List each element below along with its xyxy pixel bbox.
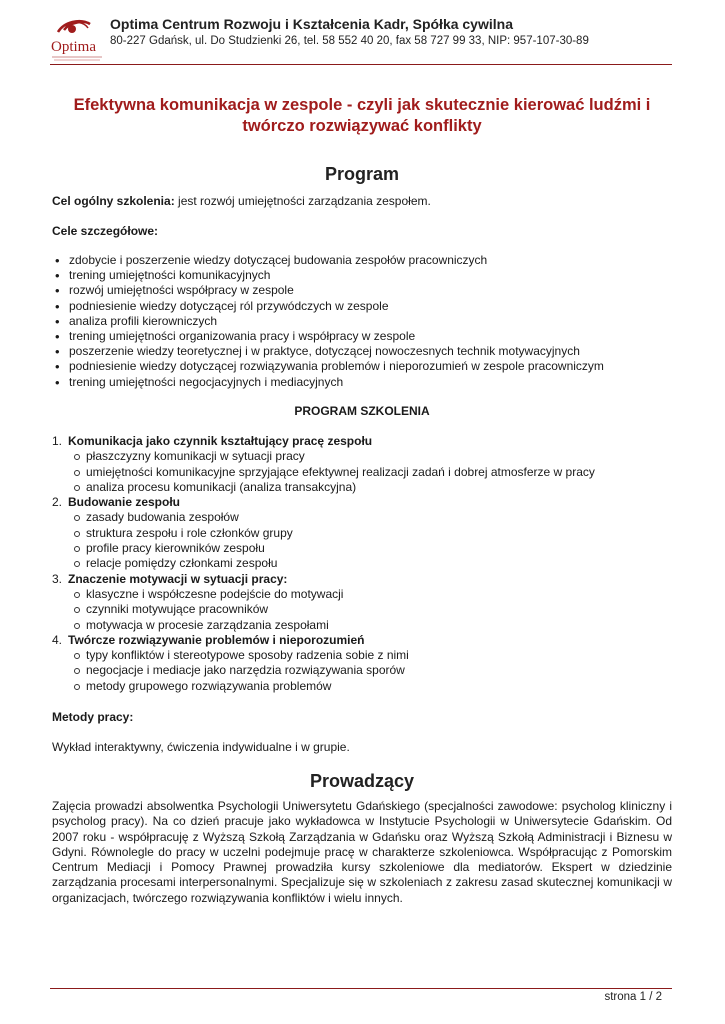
company-name: Optima Centrum Rozwoju i Kształcenia Kadr, Spółka cywilna [110, 16, 513, 32]
module-item [52, 572, 595, 633]
methods-text: Wykład interaktywny, ćwiczenia indywidualne i w grupie. [52, 740, 350, 754]
schedule-heading: PROGRAM SZKOLENIA [294, 404, 430, 418]
module-item [52, 434, 595, 495]
program-modules [52, 434, 595, 694]
header-divider [50, 64, 672, 65]
list-item: • trening umiejętności komunikacyjnych [52, 268, 604, 283]
module-topic: struktura zespołu i role członków grupy [68, 526, 595, 541]
module-topic: negocjacje i mediacje jako narzędzia rozwiązywania sporów [68, 663, 595, 678]
list-item: • zdobycie i poszerzenie wiedzy dotyczącej budowania zespołów pracowniczych [52, 253, 604, 268]
specific-goals-label: Cele szczegółowe: [52, 224, 159, 238]
document-title [52, 95, 672, 137]
module-title: Komunikacja jako czynnik kształtujący pracę zespołu [68, 434, 373, 448]
list-item: • analiza profili kierowniczych [52, 314, 604, 329]
module-number: 2. [52, 495, 63, 510]
module-topic: motywacja w procesie zarządzania zespołami [68, 618, 595, 633]
title-line-1: Efektywna komunikacja w zespole - czyli jak skutecznie kierować ludźmi i [73, 96, 651, 114]
module-title: Twórcze rozwiązywanie problemów i nieporozumień [68, 632, 365, 647]
trainer-description: Zajęcia prowadzi absolwentka Psychologii Uniwersytetu Gdańskiego (specjalności zawodowe: psycholog kliniczny i psycholog pracy). Na co dzień pracuje jako wykładowca w Instytucie Psychologii w Uniwersytecie Gdańskim. Od 2007 roku - współpracuję z Wyższą Szkołą Zarządzania w Gdańsku oraz Wyższą Szkołą Administracji i Biznesu w Gdyni. Równolegle do pracy w uczelni podejmuje pracę w charakterze szkoleniowca. Współpracując z Pomorskim Centrum Mediacji i Pomocy Prawnej prowadziła kursy szkoleniowe dla mediatorów. Ekspert w dziedzinie zarządzania procesami interpersonalnymi. Specjalizuje się w szkoleniach z zakresu zasad skutecznej komunikacji w organizacjach, twórczego rozwiązywania konfliktów i wielu innych. [52, 799, 672, 905]
company-address: 80-227 Gdańsk, ul. Do Studzienki 26, tel. 58 552 40 20, fax 58 727 99 33, NIP: 957-107-30-89 [110, 35, 589, 47]
general-goal-label: Cel ogólny szkolenia: [52, 194, 175, 208]
module-topic: relacje pomiędzy członkami zespołu [68, 556, 595, 571]
list-item: • podniesienie wiedzy dotyczącej rozwiązywania problemów i nieporozumień w zespole pracowniczym [52, 359, 604, 374]
module-number: 1. [52, 434, 63, 448]
module-number: 4. [52, 632, 63, 647]
list-item: • poszerzenie wiedzy teoretycznej i w praktyce, dotyczącej nowoczesnych technik motywacyjnych [52, 344, 604, 359]
methods-label: Metody pracy: [52, 710, 134, 724]
specific-goals-list [52, 253, 604, 390]
logo-text: Optima [51, 39, 96, 55]
module-title: Budowanie zespołu [68, 495, 181, 510]
general-goal-text: jest rozwój umiejętności zarządzania zespołem. [174, 194, 431, 208]
module-title: Znaczenie motywacji w sytuacji pracy: [68, 571, 288, 586]
trainer-heading: Prowadzący [309, 771, 415, 791]
module-topic: czynniki motywujące pracowników [68, 602, 595, 617]
program-heading: Program [324, 164, 400, 184]
footer-divider [50, 988, 672, 989]
module-item [52, 633, 595, 694]
page-number: strona 1 / 2 [604, 991, 662, 1003]
module-topic: analiza procesu komunikacji (analiza transakcyjna) [68, 480, 595, 495]
module-topic: płaszczyzny komunikacji w sytuacji pracy [68, 449, 595, 464]
list-item: • podniesienie wiedzy dotyczącej ról przywódczych w zespole [52, 299, 604, 314]
page-header [50, 10, 675, 62]
optima-logo [50, 14, 106, 64]
module-topic: typy konfliktów i stereotypowe sposoby radzenia sobie z nimi [68, 648, 595, 663]
module-topic: zasady budowania zespołów [68, 510, 595, 525]
list-item: • trening umiejętności negocjacyjnych i mediacyjnych [52, 375, 604, 390]
module-topic: klasyczne i współczesne podejście do motywacji [68, 587, 595, 602]
module-number: 3. [52, 571, 63, 586]
title-line-2: twórczo rozwiązywać konflikty [242, 117, 482, 135]
list-item: • rozwój umiejętności współpracy w zespole [52, 283, 604, 298]
list-item: • trening umiejętności organizowania pracy i współpracy w zespole [52, 329, 604, 344]
module-topic: metody grupowego rozwiązywania problemów [68, 679, 595, 694]
module-item [52, 495, 595, 571]
module-topic: profile pracy kierowników zespołu [68, 541, 595, 556]
general-goal [52, 194, 431, 208]
module-topic: umiejętności komunikacyjne sprzyjające efektywnej realizacji zadań i dobrej atmosferze w pracy [68, 465, 595, 480]
